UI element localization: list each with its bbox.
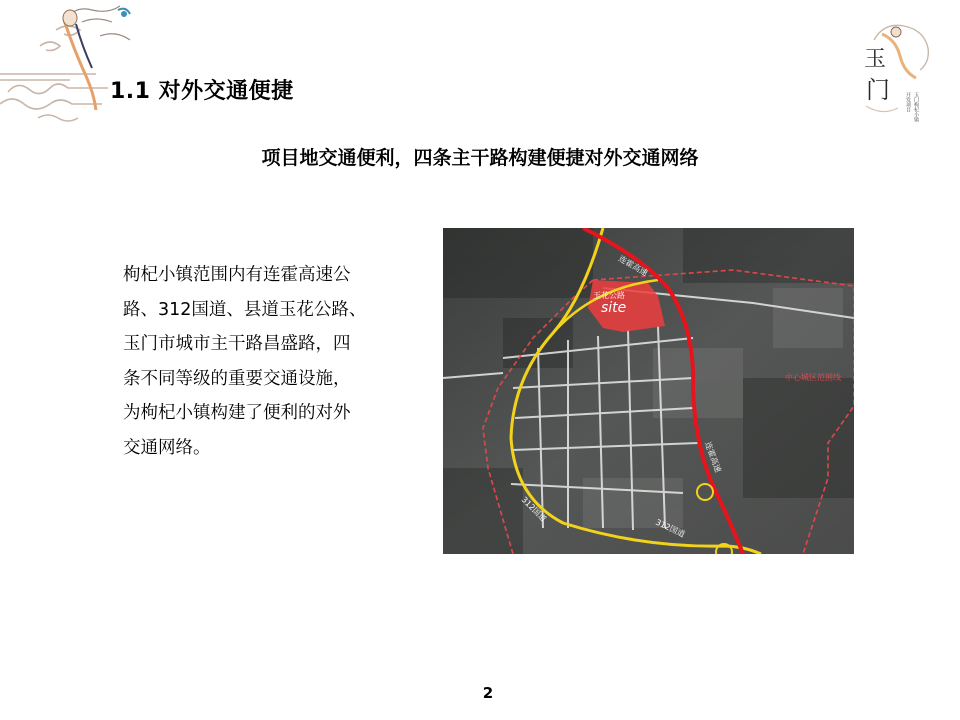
label-yuhua-road: 玉花公路: [593, 291, 625, 300]
label-boundary: 中心城区范围线: [785, 373, 841, 382]
section-title: 1.1 对外交通便捷: [110, 79, 294, 104]
body-line: 路、312国道、县道玉花公路、: [123, 299, 367, 320]
body-line: 条不同等级的重要交通设施，: [123, 368, 351, 389]
yumen-logo: [852, 20, 932, 125]
slide-subtitle: 项目地交通便利，四条主干路构建便捷对外交通网络: [261, 147, 699, 169]
label-312-west: 312国道: [519, 495, 549, 524]
site-traffic-map: [443, 228, 854, 554]
logo-small-text-2: 玉门枸杞小镇: [913, 92, 919, 122]
label-site: site: [601, 300, 627, 316]
logo-small-text-1: 开发项目: [905, 92, 911, 112]
label-312-south: 312国道: [654, 517, 687, 540]
body-line: 为枸杞小镇构建了便利的对外: [123, 403, 351, 423]
apsara-cloud-decoration: [0, 0, 160, 130]
body-line: 枸杞小镇范围内有连霍高速公: [123, 265, 351, 285]
body-line: 玉门市城市主干路昌盛路，四: [123, 334, 351, 354]
label-highway-south: 连霍高速: [703, 440, 723, 474]
label-highway-north: 连霍高速: [617, 253, 650, 278]
logo-glyph-men: 门: [866, 76, 890, 104]
page-number: 2: [482, 684, 494, 702]
logo-glyph-yu: 玉: [864, 47, 887, 72]
body-paragraph: [123, 258, 423, 465]
body-line: 交通网络。: [123, 437, 211, 458]
